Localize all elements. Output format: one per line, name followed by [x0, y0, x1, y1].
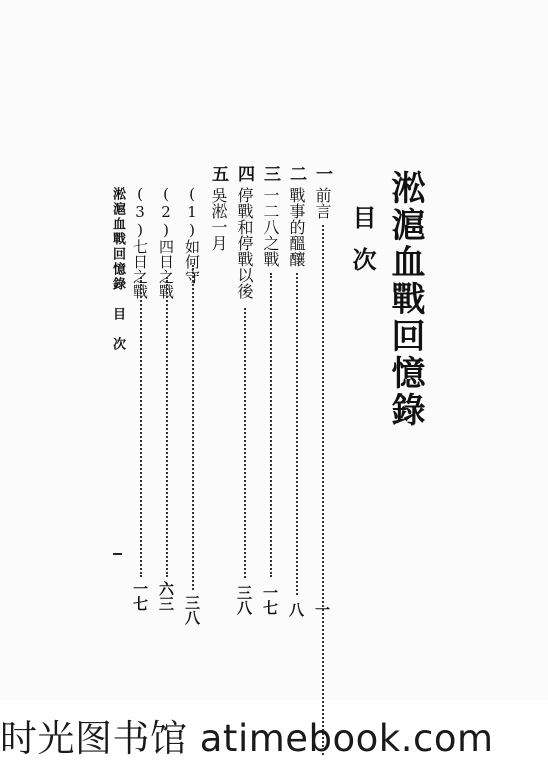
- dot-leader: [322, 225, 324, 755]
- toc-subentry: [154, 185, 180, 625]
- entry-title: 前言: [313, 187, 332, 219]
- running-head: 淞滬血戰回憶錄 目 次: [110, 187, 125, 352]
- entry-page: 三八: [183, 595, 201, 625]
- toc-subentry: [128, 185, 154, 625]
- entry-title: (2)四日之戰: [157, 185, 175, 299]
- entry-page: 一七: [261, 585, 279, 615]
- entry-title: 戰事的醞釀: [287, 187, 306, 267]
- toc-entry: [206, 165, 232, 285]
- entry-number: 一: [312, 165, 332, 182]
- watermark-text: 时光图书馆 atimebook.com: [0, 717, 494, 760]
- page-folio: [113, 553, 122, 555]
- dot-leader: [270, 273, 272, 577]
- entry-page: 三八: [235, 585, 253, 615]
- toc-subentry: [180, 185, 206, 625]
- toc-entry: [310, 165, 336, 625]
- entry-title: 停戰和停戰以後: [235, 187, 254, 299]
- entry-title: 一二八之戰: [261, 187, 280, 267]
- book-title: 淞滬血戰回憶錄: [385, 170, 425, 429]
- entry-title: (1)如何守: [183, 185, 201, 284]
- entry-page: 六三: [157, 581, 175, 611]
- dot-leader: [140, 277, 142, 577]
- toc-entry: [232, 165, 258, 625]
- toc-entry: [284, 165, 310, 625]
- entry-number: 五: [208, 165, 228, 182]
- entry-number: 三: [260, 165, 280, 182]
- dot-leader: [192, 265, 194, 590]
- dot-leader: [166, 277, 168, 577]
- toc-entry: [258, 165, 284, 625]
- dot-leader: [244, 308, 246, 578]
- entry-page: 八: [287, 602, 305, 617]
- entry-title: 吳淞一月: [209, 187, 228, 251]
- folio-text: [200, 0, 201, 1]
- toc-heading: 目次: [348, 205, 377, 289]
- entry-page: 一: [313, 602, 331, 617]
- entry-number: 二: [286, 165, 306, 182]
- entry-page: 一七: [131, 581, 149, 611]
- entry-number: 四: [234, 165, 254, 182]
- dot-leader: [296, 273, 298, 595]
- entry-title: (3)七日之戰: [131, 185, 149, 299]
